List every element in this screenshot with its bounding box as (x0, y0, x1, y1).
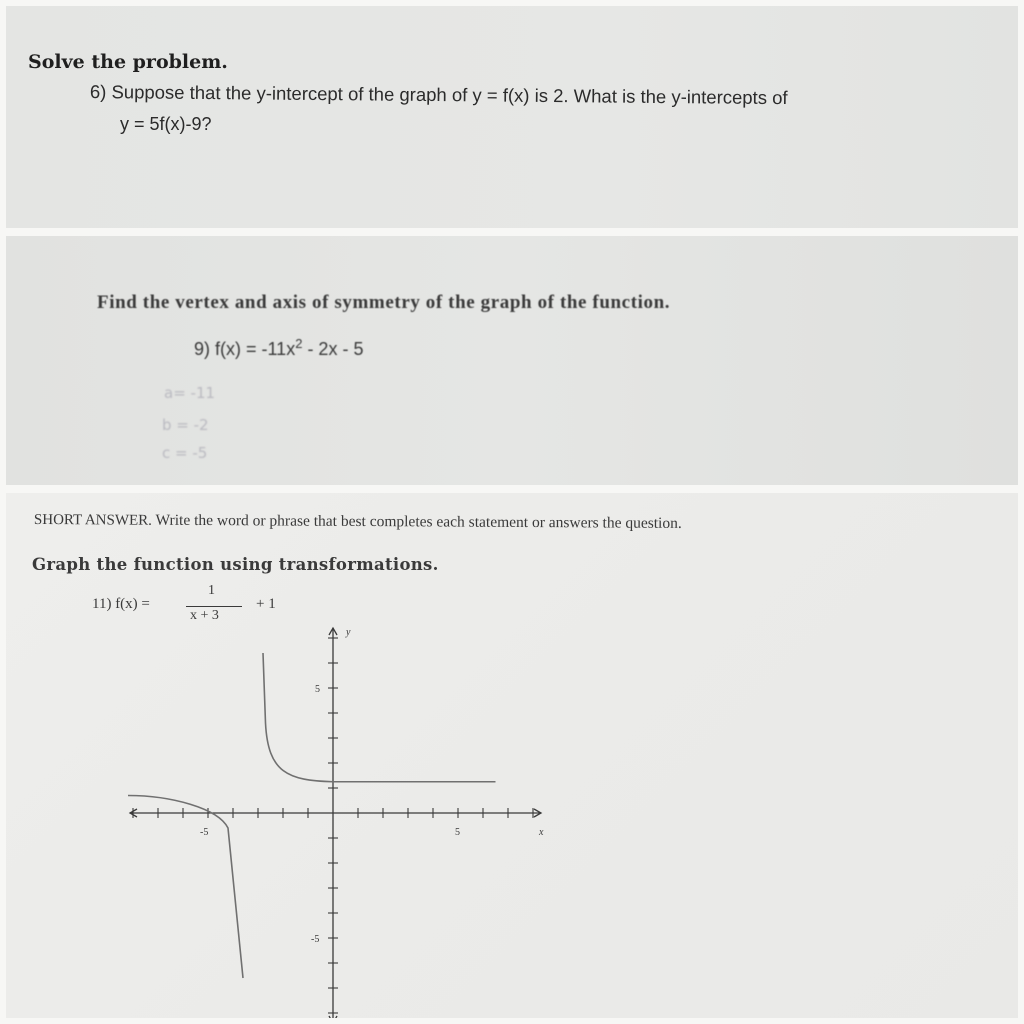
question-6-line-2: y = 5f(x)-9? (120, 114, 212, 134)
solve-problem-heading: Solve the problem. (28, 51, 228, 73)
short-answer-caps: SHORT ANSWER. (33, 511, 153, 529)
handwritten-c-value: c = -5 (162, 444, 208, 462)
question-11-tail: + 1 (256, 596, 276, 612)
handwritten-a-value: a= -11 (164, 384, 216, 402)
question-6-line-1: 6) Suppose that the y-intercept of the graph of y = f(x) is 2. What is the y-intercepts of (89, 81, 788, 109)
problem-6-panel (6, 6, 1018, 228)
question-9-exponent: 2 (295, 336, 303, 351)
handwritten-curve-lower-branch (128, 796, 243, 979)
y-tick-label-5: 5 (315, 684, 320, 695)
question-9 (194, 336, 363, 360)
fraction-denominator: x + 3 (190, 608, 219, 623)
fraction-numerator: 1 (208, 583, 215, 598)
y-axis (328, 628, 338, 1018)
handwritten-curve-upper-branch (263, 653, 496, 782)
question-9-prefix: 9) f(x) = -11x (194, 339, 296, 359)
handwritten-b-value: b = -2 (162, 416, 209, 434)
vertex-axis-heading: Find the vertex and axis of symmetry of the graph of the function. (97, 292, 671, 313)
x-axis (130, 808, 541, 818)
coordinate-graph (6, 493, 1018, 1018)
x-tick-label-5: 5 (455, 827, 460, 838)
y-axis-label: y (346, 627, 351, 638)
x-tick-label-neg5: -5 (200, 827, 209, 838)
graph-transformations-heading: Graph the function using transformations. (32, 555, 439, 574)
question-9-suffix: - 2x - 5 (302, 339, 364, 359)
problem-11-panel (6, 493, 1018, 1018)
question-11-label: 11) f(x) = (92, 596, 150, 612)
problem-9-panel (6, 236, 1018, 485)
y-tick-label-neg5: -5 (311, 934, 320, 945)
short-answer-text: Write the word or phrase that best completes each statement or answers the question. (155, 511, 682, 532)
x-axis-label: x (539, 827, 544, 838)
